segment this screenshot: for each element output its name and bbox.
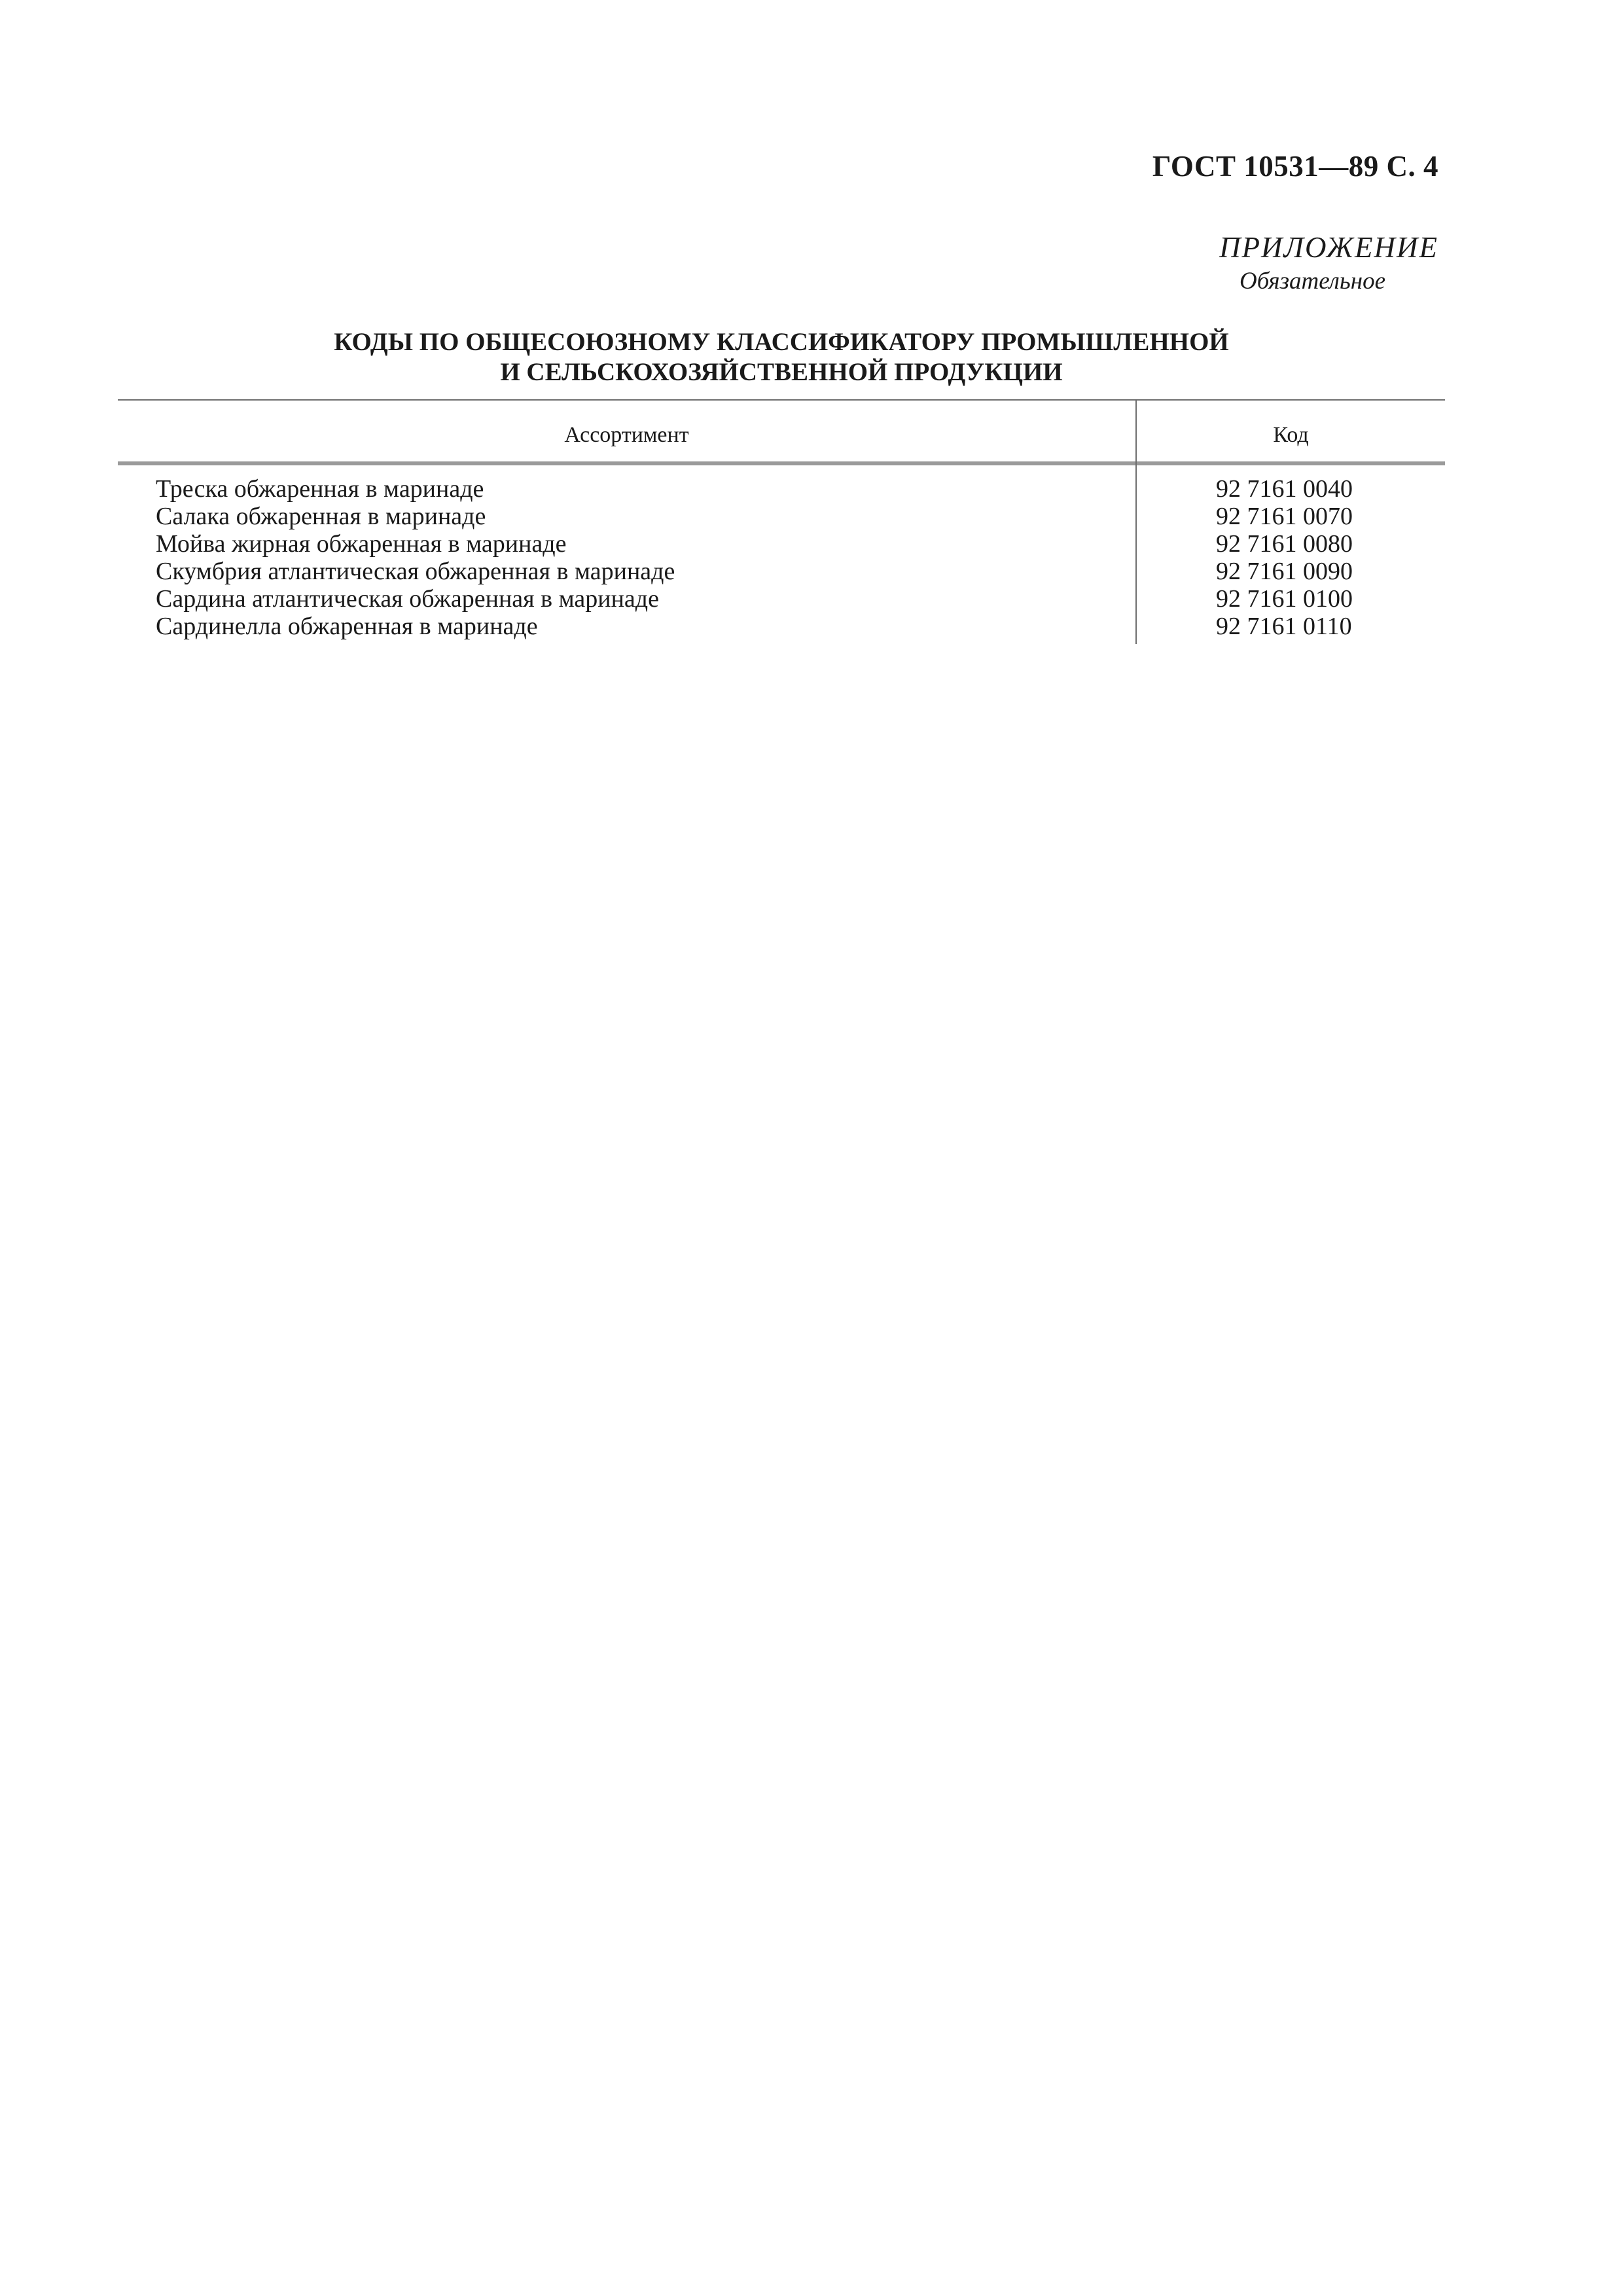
code-cell: 92 7161 0040 — [1216, 475, 1353, 503]
code-cell: 92 7161 0110 — [1216, 613, 1352, 640]
product-cell: Мойва жирная обжаренная в маринаде — [156, 530, 567, 558]
column-header-code: Код — [1273, 423, 1309, 447]
page-header: ГОСТ 10531—89 С. 4 — [1152, 150, 1438, 183]
document-title-line-2: И СЕЛЬСКОХОЗЯЙСТВЕННОЙ ПРОДУКЦИИ — [500, 358, 1063, 386]
product-cell: Треска обжаренная в маринаде — [156, 475, 484, 503]
product-cell: Сардина атлантическая обжаренная в маринаде — [156, 585, 659, 613]
column-header-product: Ассортимент — [564, 423, 689, 447]
table-row — [118, 558, 1445, 585]
product-cell: Салака обжаренная в маринаде — [156, 503, 486, 530]
table-body — [118, 475, 1445, 640]
table-row — [118, 585, 1445, 613]
code-cell: 92 7161 0070 — [1216, 503, 1353, 530]
code-cell: 92 7161 0080 — [1216, 530, 1353, 558]
product-cell: Сардинелла обжаренная в маринаде — [156, 613, 538, 640]
table-top-rule — [118, 399, 1445, 401]
table-row — [118, 530, 1445, 558]
appendix-label: ПРИЛОЖЕНИЕ — [1219, 231, 1438, 264]
table-row — [118, 475, 1445, 503]
table-row — [118, 613, 1445, 640]
document-title — [118, 327, 1445, 387]
code-cell: 92 7161 0100 — [1216, 585, 1353, 613]
document-title-line-1: КОДЫ ПО ОБЩЕСОЮЗНОМУ КЛАССИФИКАТОРУ ПРОМЫШЛЕННОЙ — [334, 328, 1229, 356]
appendix-status: Обязательное — [1239, 268, 1385, 295]
codes-table — [118, 399, 1445, 644]
product-cell: Скумбрия атлантическая обжаренная в маринаде — [156, 558, 675, 585]
code-cell: 92 7161 0090 — [1216, 558, 1353, 585]
table-row — [118, 503, 1445, 530]
table-header-rule — [118, 461, 1445, 465]
